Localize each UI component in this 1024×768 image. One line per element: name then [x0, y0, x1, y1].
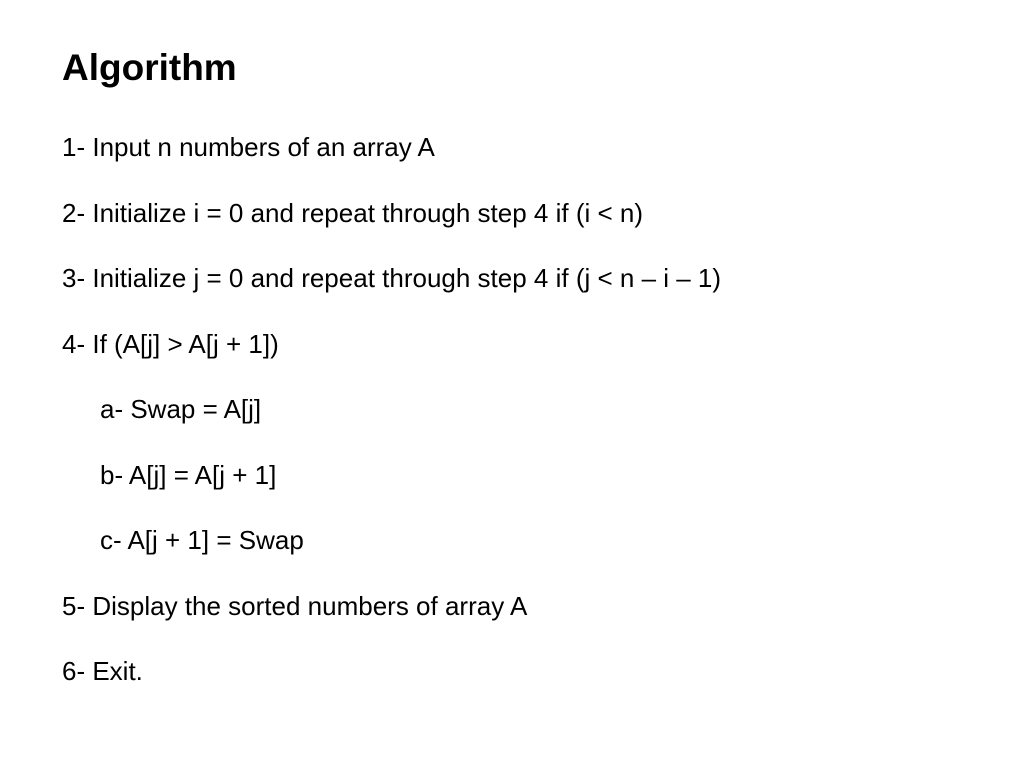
step-4c: c- A[j + 1] = Swap: [100, 525, 304, 555]
step-1: 1- Input n numbers of an array A: [62, 132, 435, 162]
step-4: 4- If (A[j] > A[j + 1]): [62, 328, 279, 359]
step-4b: b- A[j] = A[j + 1]: [100, 459, 277, 490]
step-6: 6- Exit.: [62, 656, 143, 686]
step-2: 2- Initialize i = 0 and repeat through step 4 if (i < n): [62, 197, 644, 228]
step-4a: a- Swap = A[j]: [100, 394, 262, 424]
algorithm-steps: [62, 129, 992, 719]
step-5: 5- Display the sorted numbers of array A: [62, 590, 528, 621]
step-3: 3- Initialize j = 0 and repeat through step 4 if (j < n – i – 1): [62, 263, 722, 293]
slide-title: Algorithm: [62, 47, 237, 88]
